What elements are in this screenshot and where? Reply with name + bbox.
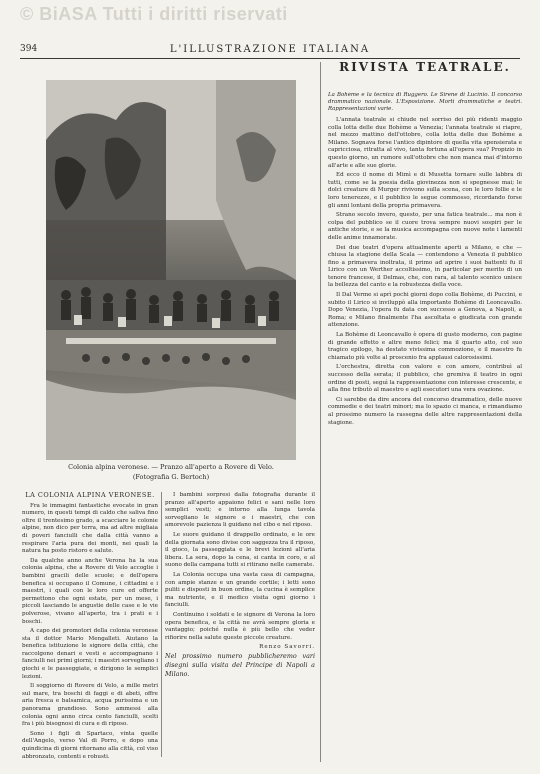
header-rule bbox=[20, 58, 520, 59]
column-divider-right bbox=[320, 62, 321, 762]
photo-caption-title: Colonia alpina veronese. — Pranzo all'aperto a Rovere di Velo. bbox=[68, 463, 274, 471]
paragraph: Dei due teatri d'opera attualmente aperti a Milano, e che — chiusa la stagione della Scala — contendono a Venezia il pubblico fino a primavera inoltrata, il primo ad aprire i suoi battenti fu il Lirico con un Werther accoltissimo, in particolar per merito di un tenore francese, il Delmas, che, con rara, al talento scenico unisce la bellezza del canto e la robustezza della voce. bbox=[328, 244, 522, 289]
column-divider bbox=[161, 492, 162, 757]
photo-scene-illustration bbox=[46, 80, 296, 460]
paragraph: La Colonia occupa una vasta casa di campagna, con ampie stanze e un grande cortile; i letti sono puliti e disposti in buon ordine, la cucina è semplice ma nutriente, e il medico visita ogni giorno i fanciulli. bbox=[165, 571, 315, 609]
paragraph: I bambini sorpresi dalla fotografia durante il pranzo all'aperto appaiono felici e sani nelle loro semplici vesti; e intorno alla lunga tavola sorvegliano le signore e i maestri, che con amorevole pazienza li guidano nel cibo e nel riposo. bbox=[165, 492, 315, 529]
watermark-text: © BiASA Tutti i diritti riservati bbox=[20, 4, 288, 24]
article-colonia-middle-column bbox=[165, 492, 315, 757]
paragraph: Sono i figli di Spartaco, vinta quelle dell'Angelo, verso Val di Porro, e dopo una quindicina di giorni ritornano alla città, col viso abbronzato, contenti e robusti. bbox=[22, 730, 158, 760]
article-colonia-left-column bbox=[22, 492, 158, 760]
photograph-colonia-alpina bbox=[46, 80, 296, 460]
editorial-note: Nel prossimo numero pubblicheremo vari disegni sulla visita del Principe di Napoli a Milano. bbox=[165, 651, 315, 678]
paragraph: Continuino i soldati e le signore di Verona la loro opera benefica, e la città ne avrà sempre gloria e vantaggio; poiché nulla è più bello che veder rifiorire nella salute queste piccole creature. bbox=[165, 611, 315, 641]
paragraph: A capo dei promotori della colonia veronese sta il dottor Mario Mengalleti. Aiutano la benefica istituzione le signore della città, che raccolgono denari e vesti e accompagnano i fanciulli nei primi giorni; i maestri sorvegliano i giochi e le passeggiate, e dirigono le semplici lezioni. bbox=[22, 628, 158, 680]
paragraph: Da qualche anno anche Verona ha la sua colonia alpina, che a Rovere di Velo accoglie i bambini gracili delle scuole; e dell'opera benefica si occupano il Comune, i cittadini e i maestri, i quali con le loro cure ed offerte permettono che ogni estate, per un mese, i piccoli lasciando le angustie delle case e le vie polverose, vivano all'aperto, tra i prati e i boschi. bbox=[22, 557, 158, 625]
paragraph: Le suore guidano il drappello ordinato, e le ore della giornata sono divise con saggezza tra il riposo, il gioco, la passeggiata e le brevi lezioni all'aria libera. La sera, dopo la cena, si canta in coro, e al suono della campana tutti si ritirano nelle camerate. bbox=[165, 531, 315, 569]
photo-caption bbox=[46, 462, 296, 482]
paragraph: Il Dal Verme si aprì pochi giorni dopo colla Bohème, di Puccini, e subito il Lirico si inviluppò alla importante Bohème di Leoncavallo. Dopo Venezia, l'opera fu data con successo a Genova, a Napoli, a Roma; e Milano finalmente l'ha ascoltata e giudicata con grande attenzione. bbox=[328, 292, 522, 329]
paragraph: L'orchestra, diretta con valore e con amore, contribuì al successo della serata; il pubblico, che gremiva il teatro in ogni ordine di posti, seguì la rappresentazione con interesse crescente, e alla fine tributò al maestro e agli esecutori una vera ovazione. bbox=[328, 364, 522, 394]
paragraph: Il soggiorno di Rovere di Velo, a mille metri sul mare, tra boschi di faggi e di abeti, offre aria fresca e balsamica, acqua purissima e un panorama grandioso. Sono ammessi alla colonia ogni anno circa cento fanciulli, scelti fra i più bisognosi di cura e di riposo. bbox=[22, 683, 158, 728]
rivista-subtitle: La Bohème e la tecnica di Ruggero. Le Sirene di Lucinio. Il concorso drammatico nazionale. L'Esposizione. Morti drammatiche e teatri. Rappresentazioni varie. bbox=[328, 92, 522, 112]
page-number: 394 bbox=[20, 44, 38, 54]
photo-caption-credit: (Fotografia G. Bertoch) bbox=[132, 473, 210, 481]
article-colonia-heading: LA COLONIA ALPINA VERONESE. bbox=[25, 492, 155, 499]
paragraph: Ed ecco il nome di Mimì e di Musetta tornare sulle labbra di tutti, come se la poesia della giovinezza non si spegnesse mai; le dolci creature di Murger rivivono sulla scena, con le loro follie e le loro tenerezze, e il pubblico le segue commosso, ricordando forse gli anni lontani della propria primavera. bbox=[328, 172, 522, 209]
rivista-teatrale-title: RIVISTA TEATRALE. bbox=[339, 60, 511, 74]
running-title: L'ILLUSTRAZIONE ITALIANA bbox=[169, 44, 371, 55]
paragraph: La Bohème di Leoncavallo è opera di gusto moderno, con pagine di grande effetto e altre meno felici; ma il quarto atto, col suo tragico epilogo, ha destato vivissima commozione, e il maestro fu chiamato più volte al proscenio fra applausi calorosissimi. bbox=[328, 332, 522, 361]
article-signature: Renzo Savorri. bbox=[259, 644, 315, 651]
paragraph: Fra le immagini fantastiche evocate in gran numero, in questi tempi di caldo che saliva fino oltre il trentesimo grado, a scacciare le colonie alpine, non dico per terra, ma ad altre migliaia di poveri fanciulli che dalla città vanno a respirare l'aria pura dei monti, nei quali la natura ha posto ristoro e salute. bbox=[22, 502, 158, 555]
paragraph: L'annata teatrale si chiude nel sorriso dei più ridenti maggio colla lotta delle due Bohème a Venezia; l'annata teatrale si riapre, nel mezzo mattino dell'ottobre, colla lotta delle due Bohème a Milano. Sognava forse l'antico dipintore di quella vita spensierata e capricciosa, ritratta al vivo, tanta fortuna all'opera sua? Propizio in questo giorno, un rumore sull'ottobre che non manca mai d'intorno all'arte e alle sue glorie. bbox=[328, 117, 522, 169]
paragraph: Ci sarebbe da dire ancora del concorso drammatico, delle nuove commedie e dei teatri minori; ma lo spazio ci manca, e rimandiamo al prossimo numero la rassegna delle altre rappresentazioni della stagione. bbox=[328, 396, 522, 426]
rivista-teatrale-column bbox=[328, 92, 522, 762]
paragraph: Strano secolo invero, questo, per una fatica teatrale... ma non è colpa del pubblico se il cuore trova sempre nuovi sospiri per le antiche storie, e se la musica accompagna con nuove note i lamenti delle anime innamorate. bbox=[328, 212, 522, 241]
